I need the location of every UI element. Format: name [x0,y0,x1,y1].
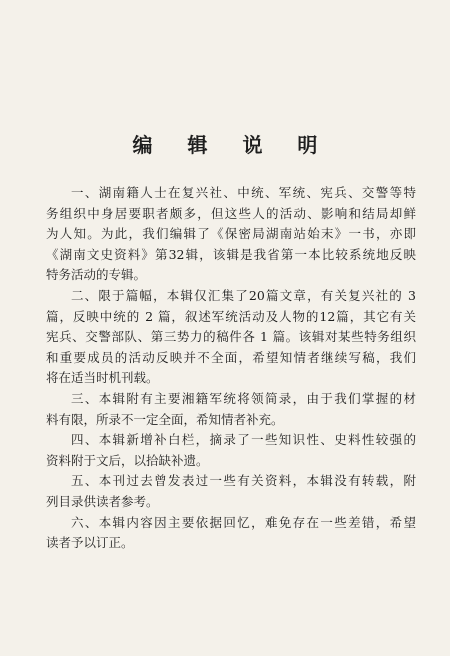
text-line: 五、本刊过去曾发表过一些有关资料，本辑没有转载，附 [71,473,416,489]
text-line: 三、本辑附有主要湘籍军统将领简录，由于我们掌握的材 [71,390,416,406]
text-line: 特务活动的专辑。 [46,267,147,283]
paragraph [46,430,416,471]
text-line: 一、湖南籍人士在复兴社、中统、军统、宪兵、交警等特 [71,185,416,200]
text-line: 列目录供读者参考。 [46,493,159,509]
text-line: 宪兵、交警部队、第三势力的稿件各 1 篇。该辑对某些特务组织 [46,329,416,345]
text-line: 料有限，所录不一定全面，希知情者补充。 [46,411,284,427]
paragraph [46,513,416,554]
text-line: 为人知。为此，我们编辑了《保密局湖南站始末》一书，亦即 [46,226,416,242]
document-body [46,183,416,554]
text-line: 《湖南文史资料》第32辑，该辑是我省第一本比较系统地反映 [46,246,416,262]
text-line: 四、本辑新增补白栏，摘录了一些知识性、史料性较强的 [71,432,416,448]
paragraph [46,471,416,512]
paragraph [46,183,416,286]
text-line: 篇，反映中统的 2 篇，叙述军统活动及人物的12篇，其它有关 [46,308,416,324]
text-line: 资料附于文后，以拾缺补遗。 [46,452,209,468]
text-line: 务组织中身居要职者颇多，但这些人的活动、影响和结局却鲜 [46,205,416,221]
paragraph [46,286,416,389]
text-line: 将在适当时机刊载。 [46,370,159,386]
text-line: 读者予以订正。 [46,535,134,551]
text-line: 二、限于篇幅，本辑仅汇集了20篇文章，有关复兴社的 3 [71,287,416,303]
text-line: 和重要成员的活动反映并不全面，希望知情者继续写稿，我们 [46,349,416,365]
text-line: 六、本辑内容因主要依据回忆，难免存在一些差错，希望 [71,514,416,530]
page-title: 编 辑 说 明 [132,133,332,157]
paragraph [46,389,416,430]
